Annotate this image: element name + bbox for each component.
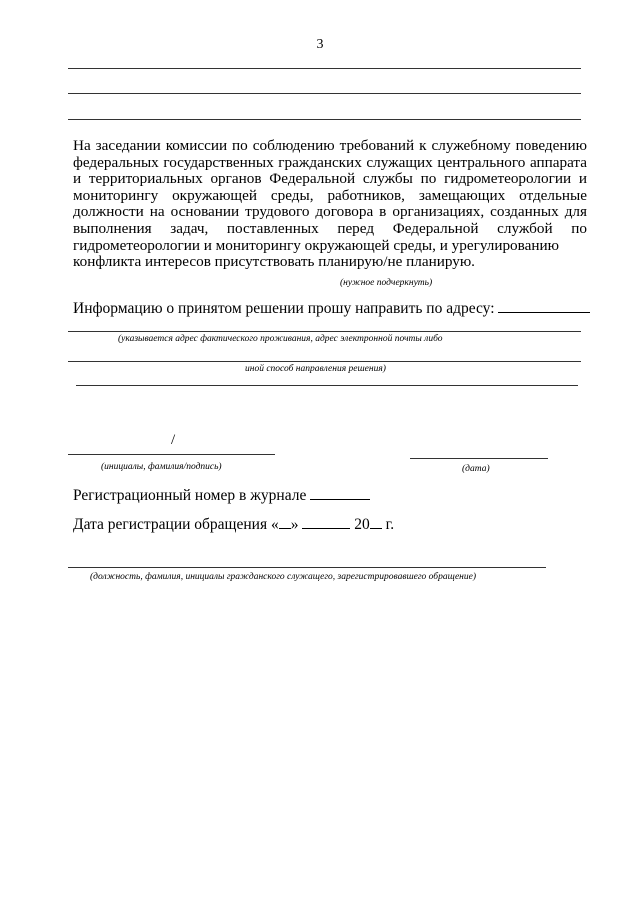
statement-paragraph (73, 138, 587, 271)
journal-row (73, 485, 370, 505)
date-caption: (дата) (462, 464, 490, 474)
address-hint-1: (указывается адрес фактического проживания, адрес электронной почты либо (118, 334, 443, 344)
month-blank[interactable] (302, 514, 350, 529)
year-blank[interactable] (370, 514, 382, 529)
blank-line-3 (68, 119, 581, 120)
day-blank[interactable] (279, 514, 291, 529)
date-label-start: Дата регистрации обращения « (73, 516, 279, 533)
official-line[interactable] (68, 567, 546, 568)
address-line-3[interactable] (76, 385, 578, 386)
address-hint-2: иной способ направления решения) (245, 364, 386, 374)
journal-number-blank[interactable] (310, 485, 370, 500)
date-suffix: г. (385, 516, 395, 533)
statement-last-line: конфликта интересов присутствовать планирую/не планирую. (73, 253, 475, 271)
date-row (73, 514, 394, 534)
blank-line-1 (68, 68, 581, 69)
signature-slash: / (171, 432, 176, 448)
address-line-1[interactable] (68, 331, 581, 332)
date-line[interactable] (410, 458, 548, 459)
page-number: 3 (316, 37, 324, 52)
address-blank[interactable] (498, 298, 590, 313)
blank-line-2 (68, 93, 581, 94)
signature-line[interactable] (68, 454, 275, 455)
address-label (73, 298, 590, 318)
date-year: 20 (354, 516, 370, 533)
statement-text: На заседании комиссии по соблюдению требований к служебному поведению федеральных государственных гражданских служащих центрального аппарата и территориальных органов Федеральной службы по гидрометеорологии и мониторингу окружающей среды, работников, замещающих отдельные должности на основании трудового договора в организациях, созданных для выполнения задач, поставленных перед Федеральной службой по гидрометеорологии и мониторингу окружающей среды, и урегулированию (73, 137, 587, 254)
signature-caption: (инициалы, фамилия/подпись) (101, 462, 222, 472)
address-line-2[interactable] (68, 361, 581, 362)
journal-label: Регистрационный номер в журнале (73, 487, 307, 504)
official-caption: (должность, фамилия, инициалы гражданского служащего, зарегистрировавшего обращение) (90, 572, 477, 582)
underline-note: (нужное подчеркнуть) (340, 278, 433, 288)
date-label-mid: » (290, 516, 299, 533)
address-label-text: Информацию о принятом решении прошу направить по адресу: (73, 300, 495, 317)
